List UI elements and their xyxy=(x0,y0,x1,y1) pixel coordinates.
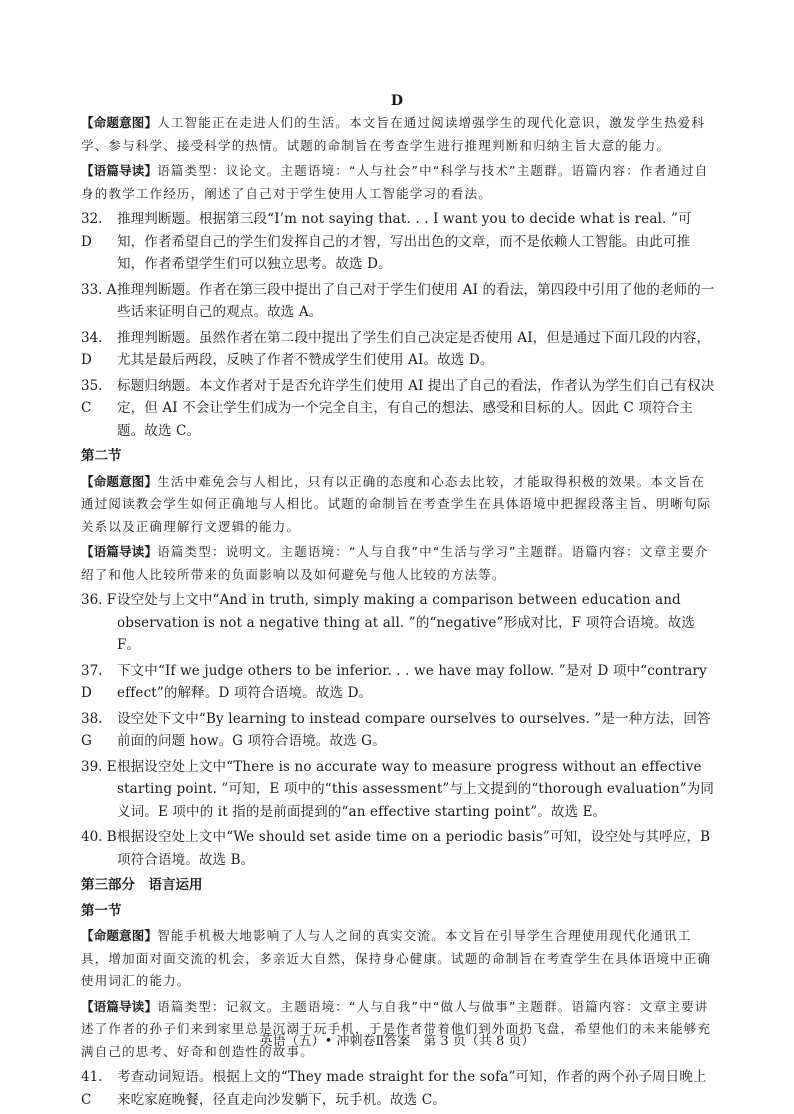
guide-text: 语篇类型：议论文。主题语境：“人与社会”中“科学与技术”主题群。语篇内容：作者通过自身的教学工作经历，阐述了自己对于学生使用人工智能学习的看法。 xyxy=(81,163,709,201)
answer-item xyxy=(81,660,717,705)
answer-item xyxy=(81,708,717,753)
answer-item xyxy=(81,826,717,871)
answer-explanation: 下文中“If we judge others to be inferior. . . we have may follow. ”是对 D 项中“contrary effect”的解释。D 项符合语境。故选 D。 xyxy=(117,662,707,701)
intent-text: 人工智能正在走进人们的生活。本文旨在通过阅读增强学生的现代化意识，激发学生热爱科学、参与科学、接受科学的热情。试题的命制旨在考查学生进行推理判断和归纳主旨大意的能力。 xyxy=(81,115,706,153)
intent-tag: 【命题意图】 xyxy=(81,928,158,943)
answer-number: 34. D xyxy=(81,329,103,368)
guide-tag: 【语篇导读】 xyxy=(81,163,158,178)
answer-item xyxy=(81,208,717,276)
answer-number: 32. D xyxy=(81,211,103,250)
answer-number: 39. E xyxy=(81,758,117,775)
answer-item xyxy=(81,327,717,372)
answer-explanation: 推理判断题。作者在第三段中提出了自己对于学生们使用 AI 的看法，第四段中引用了他的老师的一些话来证明自己的观点。故选 A。 xyxy=(117,281,715,320)
answer-number: 40. B xyxy=(81,829,117,845)
answer-number: 33. A xyxy=(81,281,117,298)
intent-text: 智能手机极大地影响了人与人之间的真实交流。本文旨在引导学生合理使用现代化通讯工具，增加面对面交流的机会，多亲近大自然，保持身心健康。试题的命制旨在考查学生在具体语境中正确使用词汇的能力。 xyxy=(81,928,712,988)
answer-item xyxy=(81,375,717,443)
answer-explanation: 标题归纳题。本文作者对于是否允许学生们使用 AI 提出了自己的看法，作者认为学生们自己有权决定，但 AI 不会让学生们成为一个完全自主，有自己的想法、感受和目标的人。因此 C 项符合主题。故选 C。 xyxy=(117,377,715,439)
answer-item xyxy=(81,1066,717,1111)
answer-explanation: 推理判断题。根据第三段“I’m not saying that. . . I want you to decide what is real. ”可知，作者希望自己的学生们发挥自己的才智，写出出色的文章，而不是依赖人工智能。由此可推知，作者希望学生们可以独立思考。故选 D。 xyxy=(117,211,692,272)
guide-tag: 【语篇导读】 xyxy=(81,998,158,1014)
guide-text: 语篇类型：说明文。主题语境：“人与自我”中“生活与学习”主题群。语篇内容：文章主要介绍了和他人比较所带来的负面影响以及如何避免与他人比较的方法等。 xyxy=(81,544,709,582)
intent-paragraph xyxy=(81,471,717,539)
answer-explanation: 根据设空处上文中“We should set aside time on a periodic basis”可知，设空处与其呼应，B 项符合语境。故选 B。 xyxy=(117,829,711,868)
answer-number: 37. D xyxy=(81,662,103,701)
answer-number: 36. F xyxy=(81,592,117,608)
answer-number: 38. G xyxy=(81,710,103,749)
guide-paragraph xyxy=(81,541,717,586)
intent-tag: 【命题意图】 xyxy=(81,115,158,130)
intent-text: 生活中难免会与人相比，只有以正确的态度和心态去比较，才能取得积极的效果。本文旨在通过阅读教会学生如何正确地与人相比。试题的命制旨在考查学生在具体语境中把握段落主旨、明晰句际关系以及正确理解行文逻辑的能力。 xyxy=(81,473,712,534)
answer-explanation: 推理判断题。虽然作者在第二段中提出了学生们自己决定是否使用 AI，但是通过下面几段的内容，尤其是最后两段，反映了作者不赞成学生们使用 AI。故选 D。 xyxy=(117,329,711,368)
section-letter: D xyxy=(390,93,404,109)
answer-explanation: 设空处与上文中“And in truth, simply making a comparison between education and observation is not a negative thing at all. ”的“negative”形成对比，F 项符合语境。故选 F。 xyxy=(117,592,695,653)
content-body xyxy=(81,112,717,1114)
intent-tag: 【命题意图】 xyxy=(81,473,158,489)
answer-item xyxy=(81,589,717,657)
section-heading: 第二节 xyxy=(81,448,122,464)
part-heading: 第三部分 语言运用 xyxy=(81,877,203,893)
answer-explanation: 根据设空处上文中“There is no accurate way to measure progress without an effective starting point. ”可知，E 项中的“this assessment”与上文提到的“thorough evaluation”为同义词。E 项中的 it 指的是前面提到的“an effective starting point”。故选 E。 xyxy=(117,758,715,820)
answer-item xyxy=(81,279,717,324)
answer-explanation: 考查动词短语。根据上文的“They made straight for the sofa”可知，作者的两个孙子周日晚上来吃家庭晚餐，径直走向沙发躺下，玩手机。故选 C。 xyxy=(117,1069,707,1108)
answer-number: 41. C xyxy=(81,1069,103,1108)
answer-number: 35. C xyxy=(81,377,103,416)
answer-explanation: 设空处下文中“By learning to instead compare ourselves to ourselves. ”是一种方法，回答前面的问题 how。G 项符合语境。故选 G。 xyxy=(117,710,711,749)
intent-paragraph xyxy=(81,112,717,157)
guide-paragraph xyxy=(81,160,717,205)
section-heading: 第一节 xyxy=(81,902,122,919)
page-footer: 英语（五）• 冲刺卷Ⅱ答案 第 3 页（共 8 页） xyxy=(259,1034,535,1049)
guide-paragraph xyxy=(81,996,717,1064)
intent-paragraph xyxy=(81,925,717,993)
guide-tag: 【语篇导读】 xyxy=(81,544,158,559)
guide-text: 语篇类型：记叙文。主题语境：“人与自我”中“做人与做事”主题群。语篇内容：文章主要讲述了作者的孙子们来到家里总是沉溺于玩手机，于是作者带着他们到外面扔飞盘，希望他们的未来能够充满自己的思考、好奇和创造性的故事。 xyxy=(81,998,712,1059)
answer-item xyxy=(81,756,717,824)
